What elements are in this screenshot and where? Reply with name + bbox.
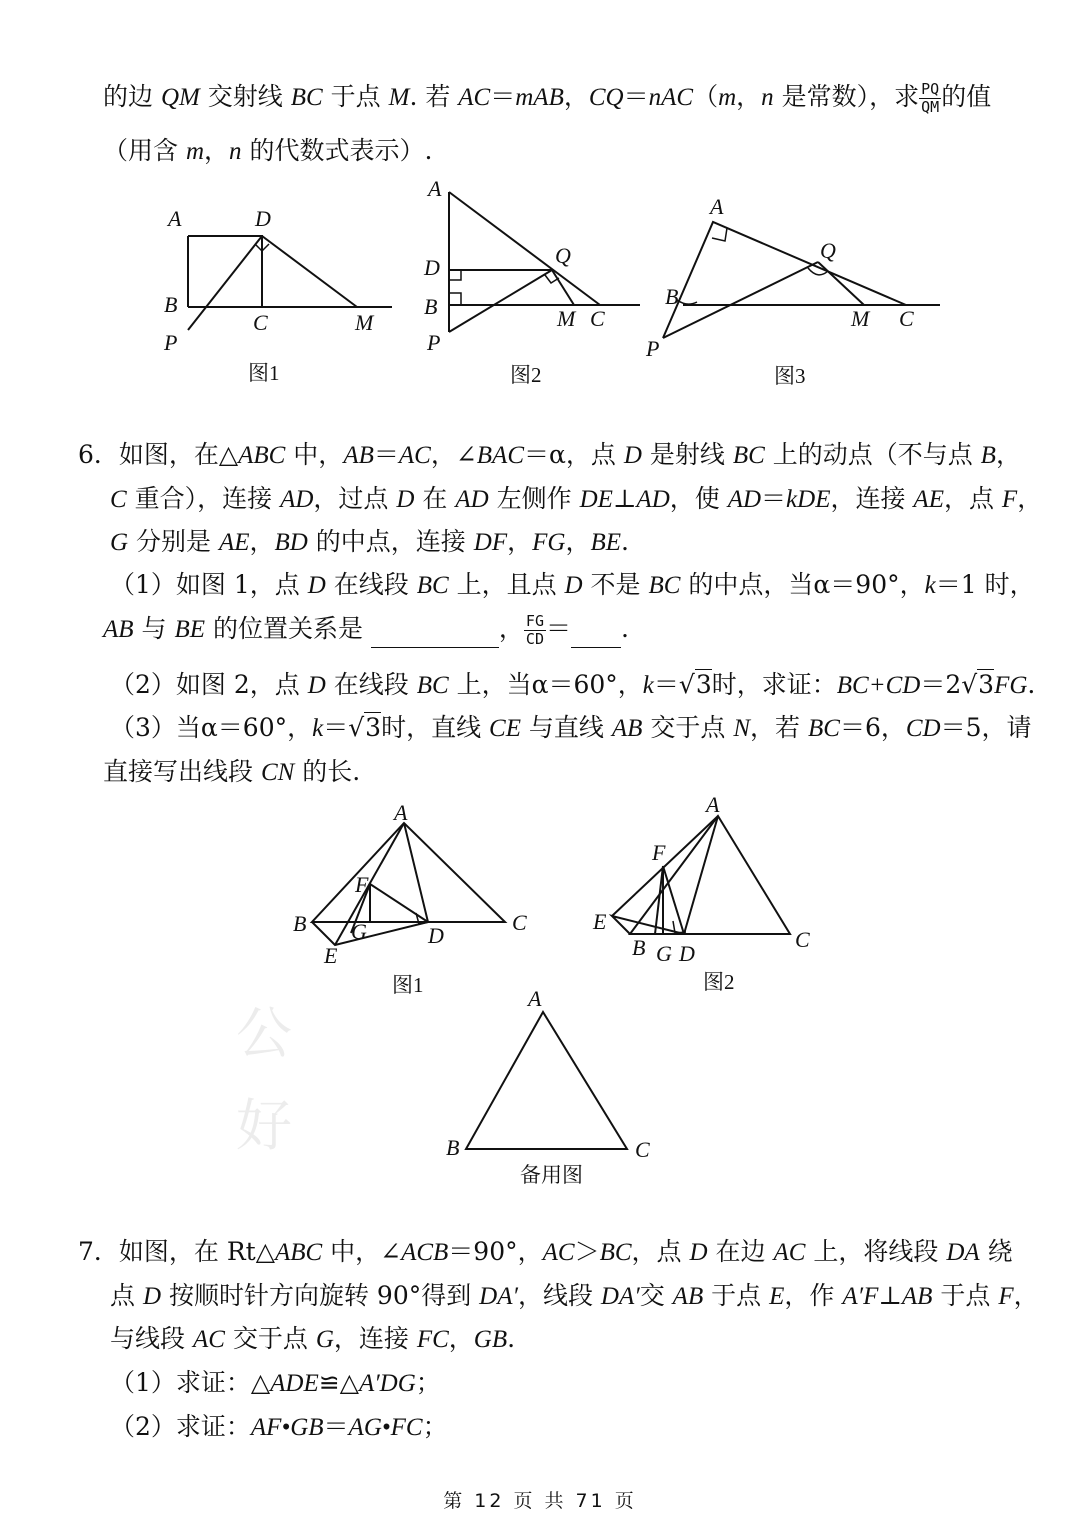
q6f2-label-G: G — [656, 941, 672, 966]
watermark-char-1: 公 — [236, 1002, 292, 1067]
fig2-label-M: M — [557, 306, 576, 331]
spare-label-C: C — [635, 1137, 650, 1162]
q6-part-3: （3）当α＝60°，k＝√3时，直线 CE 与直线 AB 交于点 N，若 BC＝6，CD＝5，请 — [110, 711, 1031, 746]
fig3-label-Q: Q — [820, 238, 836, 263]
spare-label-A: A — [528, 986, 542, 1011]
sqrt-3: √3 — [678, 670, 712, 699]
q6f1-label-B: B — [293, 911, 307, 936]
fig2-label-P: P — [427, 330, 441, 355]
q6-line-1: 6．如图，在△ABC 中，AB＝AC，∠BAC＝α，点 D 是射线 BC 上的动点（不与点 B， — [78, 440, 1021, 469]
q6f1-label-A: A — [394, 800, 408, 825]
q7-line-2: 点 D 按顺时针方向旋转 90°得到 DA′，线段 DA′交 AB 于点 E，作 A′F⊥AB 于点 F， — [110, 1281, 1039, 1310]
q6f1-label-E: E — [324, 943, 338, 968]
fraction-pq-qm: $\frac{PQ}{QM}$ — [921, 80, 940, 116]
q7-line-3: 与线段 AC 交于点 G，连接 FC，GB. — [110, 1324, 516, 1353]
fig1-caption: 图1 — [248, 361, 280, 385]
q6f2-label-E: E — [593, 909, 607, 934]
sqrt-3c: √3 — [348, 713, 382, 742]
q5-line-1: 的边 QM 交射线 BC 于点 M. 若 AC＝mAB，CQ＝nAC（m，n 是常数），求 $\frac{PQ}{QM}$ 的值 — [103, 80, 992, 116]
q6f1-label-F: F — [355, 872, 369, 897]
fig1-label-P: P — [164, 330, 178, 355]
watermark-char-2: 好 — [236, 1094, 292, 1159]
fig2-label-A: A — [428, 176, 442, 201]
spare-label-B: B — [446, 1135, 460, 1160]
fig2-label-Q: Q — [555, 243, 571, 268]
fig3-label-M: M — [851, 306, 870, 331]
q6f2-label-F: F — [652, 840, 666, 865]
q6-line-2: C 重合），连接 AD，过点 D 在 AD 左侧作 DE⊥AD，使 AD＝kDE，连接 AE，点 F， — [110, 484, 1043, 513]
fig2-caption: 图2 — [510, 363, 542, 387]
q6-part-1: （1）如图 1，点 D 在线段 BC 上，且点 D 不是 BC 的中点，当α＝90°，k＝1 时， — [110, 570, 1035, 599]
fig3-label-C: C — [899, 306, 914, 331]
q6f2-label-D: D — [679, 941, 695, 966]
fig3-label-A: A — [710, 194, 724, 219]
fig1-label-B: B — [164, 292, 178, 317]
fig3-caption: 图3 — [774, 364, 806, 388]
q7-line-1: 7．如图，在 Rt△ABC 中，∠ACB＝90°，AC＞BC，点 D 在边 AC 上，将线段 DA 绕 — [78, 1237, 1013, 1266]
q7-part-2: （2）求证：AF•GB＝AG•FC； — [110, 1412, 448, 1441]
fig1-label-M: M — [355, 310, 374, 335]
q6-part-1-line-2: AB 与 BE 的位置关系是 ， $\frac{FG}{CD}$ ＝ . — [103, 612, 629, 648]
q6-spare-fig — [466, 1012, 627, 1149]
fig3-label-P: P — [646, 336, 660, 361]
q5-line-2: （用含 m，n 的代数式表示）. — [103, 136, 433, 165]
q6f1-caption: 图1 — [392, 973, 424, 997]
fig1-label-D: D — [255, 206, 271, 231]
q6f2-label-C: C — [795, 927, 810, 952]
sqrt-3b: √3 — [961, 670, 995, 699]
fig1-label-A: A — [168, 206, 182, 231]
q7-part-1: （1）求证：△ADE≌△A′DG； — [110, 1368, 441, 1397]
q6-fig2 — [612, 816, 790, 934]
spare-caption: 备用图 — [520, 1163, 583, 1187]
q6-part-3-line-2: 直接写出线段 CN 的长. — [103, 757, 361, 786]
fig3-label-B: B — [665, 284, 679, 309]
fig2-label-C: C — [590, 306, 605, 331]
q6f2-label-B: B — [632, 935, 646, 960]
page-footer: 第 12 页 共 71 页 — [443, 1490, 637, 1512]
fig2-label-B: B — [424, 294, 438, 319]
fraction-fg-cd: $\frac{FG}{CD}$ — [525, 612, 544, 648]
q6f2-caption: 图2 — [703, 970, 735, 994]
q6f1-label-C: C — [512, 910, 527, 935]
q6-line-3: G 分别是 AE，BD 的中点，连接 DF，FG，BE. — [110, 527, 629, 556]
q6f1-label-G: G — [351, 919, 367, 944]
q6f2-label-A: A — [706, 792, 720, 817]
q6-part-2: （2）如图 2，点 D 在线段 BC 上，当α＝60°，k＝√3时，求证：BC+CD＝2√3FG. — [110, 668, 1035, 703]
q6f1-label-D: D — [428, 923, 444, 948]
q6-fig1 — [312, 823, 505, 945]
fig1-label-C: C — [253, 310, 268, 335]
fig2-label-D: D — [424, 255, 440, 280]
